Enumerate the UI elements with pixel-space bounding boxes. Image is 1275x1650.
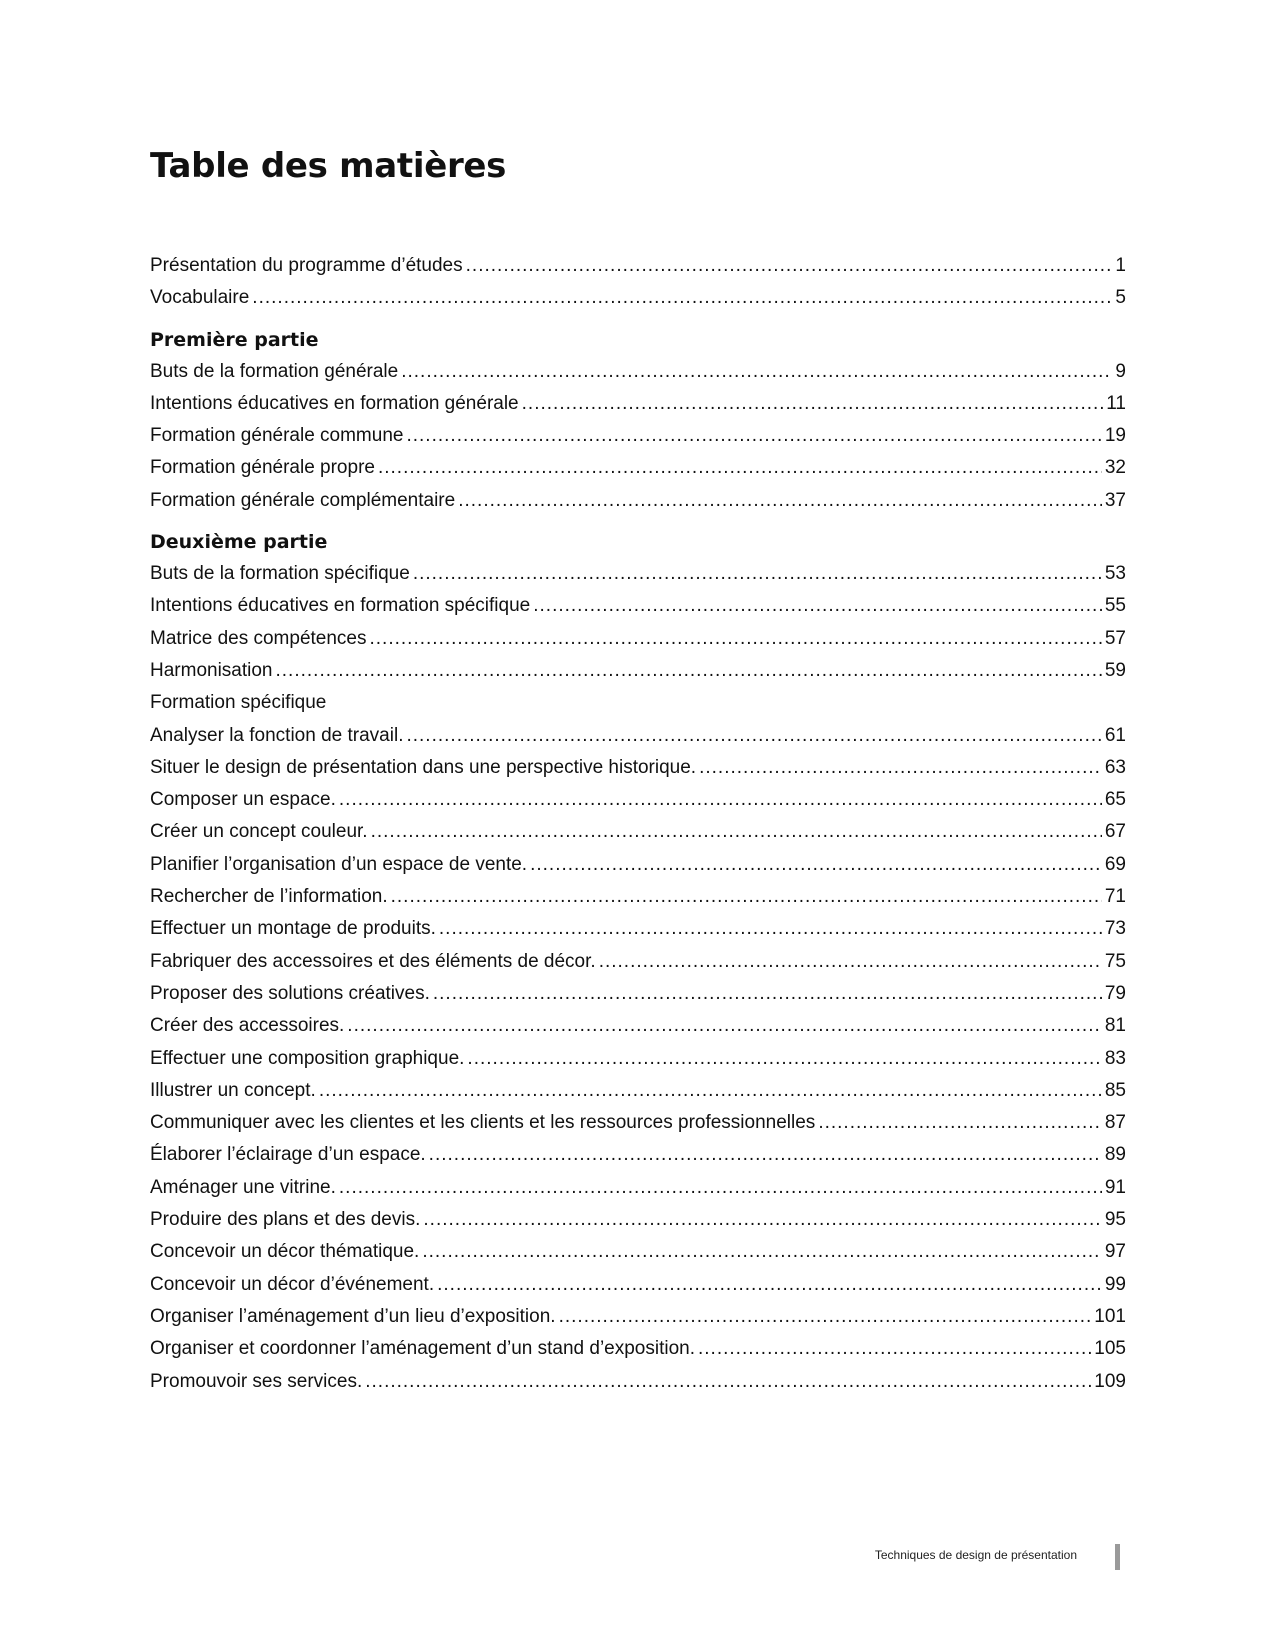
footer-bar [1115,1544,1120,1570]
toc-entry[interactable] [150,1075,1126,1107]
dot-leader [413,558,1102,590]
dot-leader [422,1236,1102,1268]
toc-entry[interactable] [150,752,1126,784]
toc-entry-title: Aménager une vitrine. [150,1176,336,1198]
toc-entry-page: 59 [1104,659,1126,681]
toc-entry-page: 53 [1104,563,1126,585]
toc-entry-page: 73 [1104,918,1126,940]
toc-entry-title: Intentions éducatives en formation générale [150,392,519,414]
toc-entry-page: 81 [1104,1015,1126,1037]
competency-list [150,720,1126,1398]
toc-entry-title: Analyser la fonction de travail. [150,724,404,746]
toc-entry-title: Formation générale commune [150,425,404,447]
toc-entry-title: Composer un espace. [150,789,336,811]
toc-entry-page: 63 [1104,756,1126,778]
toc-entry-title: Buts de la formation spécifique [150,563,410,585]
toc-entry[interactable] [150,452,1126,484]
dot-leader [406,720,1101,752]
toc-entry[interactable] [150,655,1126,687]
toc-entry[interactable] [150,978,1126,1010]
toc-entry-page: 19 [1104,425,1126,447]
sub-heading-formation-specifique: Formation spécifique [150,692,327,714]
dot-leader [423,1204,1101,1236]
toc-entry-title: Concevoir un décor d’événement. [150,1273,435,1295]
toc-entry[interactable] [150,590,1126,622]
toc-entry[interactable] [150,1043,1126,1075]
toc-entry-title: Concevoir un décor thématique. [150,1241,420,1263]
dot-leader [467,1043,1101,1075]
toc-entry-page: 109 [1094,1370,1126,1392]
dot-leader [522,388,1104,420]
toc-entry-title: Présentation du programme d’études [150,255,463,276]
toc-entry-page: 57 [1104,627,1126,649]
footer-text: Techniques de design de présentation [874,1548,1077,1562]
toc-entry[interactable] [150,946,1126,978]
toc-entry-title: Communiquer avec les clientes et les clients et les ressources professionnelles [150,1112,816,1134]
toc-entry[interactable] [150,720,1126,752]
dot-leader [429,1139,1102,1171]
dot-leader [365,1366,1091,1398]
dot-leader [401,356,1112,388]
dot-leader [699,752,1102,784]
toc-entry-page: 67 [1104,821,1126,843]
dot-leader [276,655,1102,687]
dot-leader [252,282,1112,314]
dot-leader [698,1333,1091,1365]
dot-leader [599,946,1102,978]
dot-leader [439,913,1102,945]
toc-entry[interactable] [150,913,1126,945]
toc-entry[interactable] [150,1204,1126,1236]
toc-entry-page: 9 [1115,360,1126,382]
toc-entry-title: Formation générale complémentaire [150,489,456,511]
toc-entry-page: 1 [1115,255,1126,276]
toc-entry-title: Illustrer un concept. [150,1079,316,1101]
toc-entry[interactable] [150,420,1126,452]
toc-entry[interactable] [150,485,1126,517]
dot-leader [437,1269,1102,1301]
toc-entry-page: 89 [1104,1144,1126,1166]
toc-entry-title: Élaborer l’éclairage d’un espace. [150,1144,426,1166]
toc-entry-page: 11 [1106,392,1126,414]
toc-entry-title: Proposer des solutions créatives. [150,982,430,1004]
toc-entry[interactable] [150,623,1126,655]
toc-entry-page: 55 [1104,595,1126,617]
toc-entry-page: 99 [1104,1273,1126,1295]
toc-entry[interactable] [150,849,1126,881]
toc-entry-title: Buts de la formation générale [150,360,399,382]
toc-entry[interactable] [150,1366,1126,1398]
dot-leader [370,623,1102,655]
dot-leader [559,1301,1092,1333]
toc-entry-page: 5 [1115,287,1126,309]
toc-entry-title: Matrice des compétences [150,627,367,649]
toc-entry-page: 61 [1104,724,1126,746]
toc-entry[interactable] [150,1301,1126,1333]
toc-entry-page: 85 [1104,1079,1126,1101]
toc-entry[interactable] [150,1236,1126,1268]
toc-entry-page: 95 [1104,1209,1126,1231]
dot-leader [533,590,1102,622]
dot-leader [458,485,1102,517]
toc-entry[interactable] [150,784,1126,816]
toc-entry-page: 97 [1104,1241,1126,1263]
dot-leader [818,1107,1102,1139]
dot-leader [347,1010,1102,1042]
toc-entry-title: Promouvoir ses services. [150,1370,363,1392]
toc-entry[interactable] [150,1139,1126,1171]
toc-entry-title: Situer le design de présentation dans une perspective historique. [150,756,697,778]
dot-leader [433,978,1102,1010]
toc-part1-section [150,324,1126,517]
toc-entry-title: Harmonisation [150,659,273,681]
toc-entry-title: Planifier l’organisation d’un espace de vente. [150,853,528,875]
toc-entry-title: Organiser l’aménagement d’un lieu d’exposition. [150,1305,556,1327]
toc-entry[interactable] [150,1333,1126,1365]
toc-entry[interactable] [150,881,1126,913]
dot-leader [371,816,1102,848]
toc-entry[interactable] [150,282,1126,314]
dot-leader [378,452,1102,484]
dot-leader [406,420,1101,452]
dot-leader [339,784,1102,816]
page-title: Table des matières [150,146,507,186]
toc-entry-title: Vocabulaire [150,287,250,309]
table-of-contents [150,250,1126,1398]
toc-entry-title: Effectuer un montage de produits. [150,918,436,940]
toc-entry-title: Organiser et coordonner l’aménagement d’un stand d’exposition. [150,1338,695,1360]
toc-entry-title: Rechercher de l’information. [150,886,388,908]
toc-intro-section [150,250,1126,315]
toc-entry[interactable] [150,388,1126,420]
toc-entry[interactable] [150,250,1126,282]
toc-entry[interactable] [150,1269,1126,1301]
toc-entry-page: 75 [1104,950,1126,972]
toc-entry-page: 83 [1104,1047,1126,1069]
dot-leader [319,1075,1102,1107]
toc-entry[interactable] [150,1172,1126,1204]
toc-entry-title: Produire des plans et des devis. [150,1209,421,1231]
toc-entry-title: Créer un concept couleur. [150,821,368,843]
toc-entry-page: 101 [1094,1305,1126,1327]
dot-leader [466,250,1113,282]
toc-entry-page: 32 [1104,457,1126,479]
toc-part2-section [150,526,1126,1398]
toc-entry-page: 37 [1104,489,1126,511]
section-heading-part2: Deuxième partie [150,531,328,554]
toc-entry[interactable] [150,1107,1126,1139]
toc-entry-page: 79 [1104,982,1126,1004]
toc-entry-page: 105 [1094,1338,1126,1360]
toc-entry-title: Effectuer une composition graphique. [150,1047,465,1069]
toc-entry-title: Fabriquer des accessoires et des éléments de décor. [150,950,596,972]
toc-entry-page: 65 [1104,789,1126,811]
toc-entry[interactable] [150,356,1126,388]
toc-entry-page: 71 [1104,886,1126,908]
dot-leader [530,849,1102,881]
toc-entry-title: Intentions éducatives en formation spécifique [150,595,531,617]
section-heading-part1: Première partie [150,328,319,351]
dot-leader [391,881,1102,913]
toc-entry-title: Créer des accessoires. [150,1015,345,1037]
toc-entry[interactable] [150,558,1126,590]
dot-leader [339,1172,1102,1204]
toc-entry-page: 69 [1104,853,1126,875]
toc-entry-title: Formation générale propre [150,457,375,479]
toc-entry-page: 91 [1104,1176,1126,1198]
toc-entry[interactable] [150,816,1126,848]
toc-entry-page: 87 [1104,1112,1126,1134]
toc-entry[interactable] [150,1010,1126,1042]
